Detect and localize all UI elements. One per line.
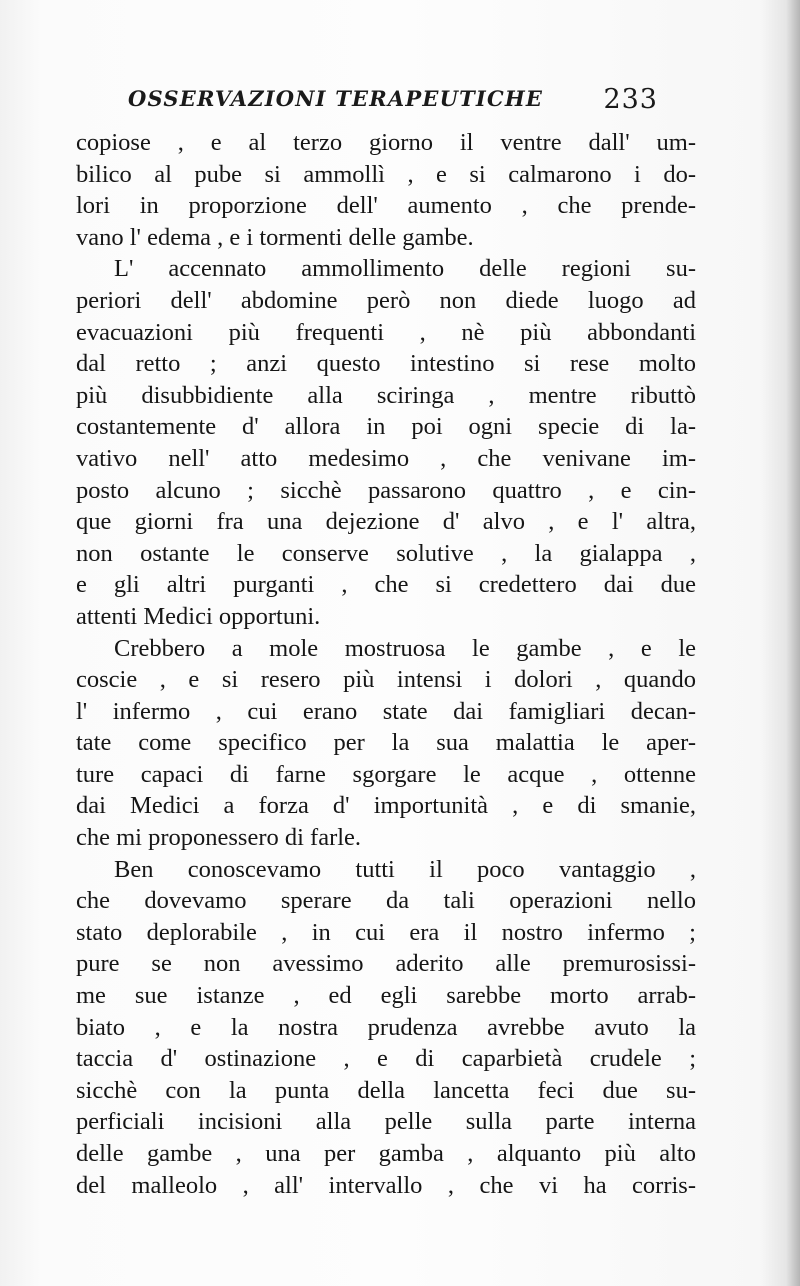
text-line: que giorni fra una dejezione d' alvo , e l' altra, xyxy=(76,508,696,536)
text-line: e gli altri purganti , che si credettero dai due xyxy=(76,571,696,599)
text-line: delle gambe , una per gamba , alquanto più alto xyxy=(76,1140,696,1167)
text-line: bilico al pube si ammollì , e si calmarono i do- xyxy=(76,160,696,188)
text-line: pure se non avessimo aderito alle premurosissi- xyxy=(76,950,696,978)
paragraph-2 xyxy=(76,253,696,632)
text-line: del malleolo , all' intervallo , che vi ha corris- xyxy=(76,1171,696,1199)
text-line: me sue istanze , ed egli sarebbe morto arrab- xyxy=(76,982,696,1010)
text-line: dai Medici a forza d' importunità , e di smanie, xyxy=(76,792,696,820)
text-line: che mi proponessero di farle. xyxy=(76,824,362,852)
text-line: stato deplorabile , in cui era il nostro infermo ; xyxy=(76,918,696,946)
text-line: periori dell' abdomine però non diede luogo ad xyxy=(76,286,696,314)
text-line: taccia d' ostinazione , e di caparbietà crudele ; xyxy=(76,1045,696,1073)
text-line: copiose , e al terzo giorno il ventre dall' um- xyxy=(76,129,696,156)
text-line: sicchè con la punta della lancetta feci due su- xyxy=(76,1076,696,1104)
body-text xyxy=(76,127,696,1201)
text-line: Ben conoscevamo tutti il poco vantaggio , xyxy=(114,855,696,883)
paragraph-3 xyxy=(76,633,696,854)
paragraph-4 xyxy=(76,854,696,1202)
text-line: dal retto ; anzi questo intestino si rese molto xyxy=(76,350,696,378)
text-line: non ostante le conserve solutive , la gialappa , xyxy=(76,539,696,567)
text-line: tate come specifico per la sua malattia le aper- xyxy=(76,729,696,757)
text-line: l' infermo , cui erano state dai famigliari decan- xyxy=(76,697,696,725)
text-line: più disubbidiente alla sciringa , mentre ributtò xyxy=(76,381,696,409)
text-line: posto alcuno ; sicchè passarono quattro , e cin- xyxy=(76,476,696,504)
text-line: L' accennato ammollimento delle regioni su- xyxy=(114,255,696,283)
page-header xyxy=(128,84,658,120)
page-edge-shadow xyxy=(786,0,800,1286)
text-line: ture capaci di farne sgorgare le acque , ottenne xyxy=(76,760,696,788)
text-line: costantemente d' allora in poi ogni specie di la- xyxy=(76,413,696,441)
text-line: lori in proporzione dell' aumento , che prende- xyxy=(76,192,696,220)
text-line: vativo nell' atto medesimo , che venivane im- xyxy=(76,444,696,472)
text-line: biato , e la nostra prudenza avrebbe avuto la xyxy=(76,1013,696,1041)
text-line: vano l' edema , e i tormenti delle gambe. xyxy=(76,223,474,251)
text-line: attenti Medici opportuni. xyxy=(76,602,321,630)
text-line: che dovevamo sperare da tali operazioni nello xyxy=(76,887,696,915)
text-line: perficiali incisioni alla pelle sulla parte interna xyxy=(76,1108,696,1136)
text-line: evacuazioni più frequenti , nè più abbondanti xyxy=(76,318,696,346)
page-number: 233 xyxy=(603,84,658,115)
text-line: Crebbero a mole mostruosa le gambe , e le xyxy=(114,634,696,662)
text-line: coscie , e si resero più intensi i dolori , quando xyxy=(76,666,696,694)
paragraph-1 xyxy=(76,127,696,253)
running-title: OSSERVAZIONI TERAPEUTICHE xyxy=(128,86,544,111)
